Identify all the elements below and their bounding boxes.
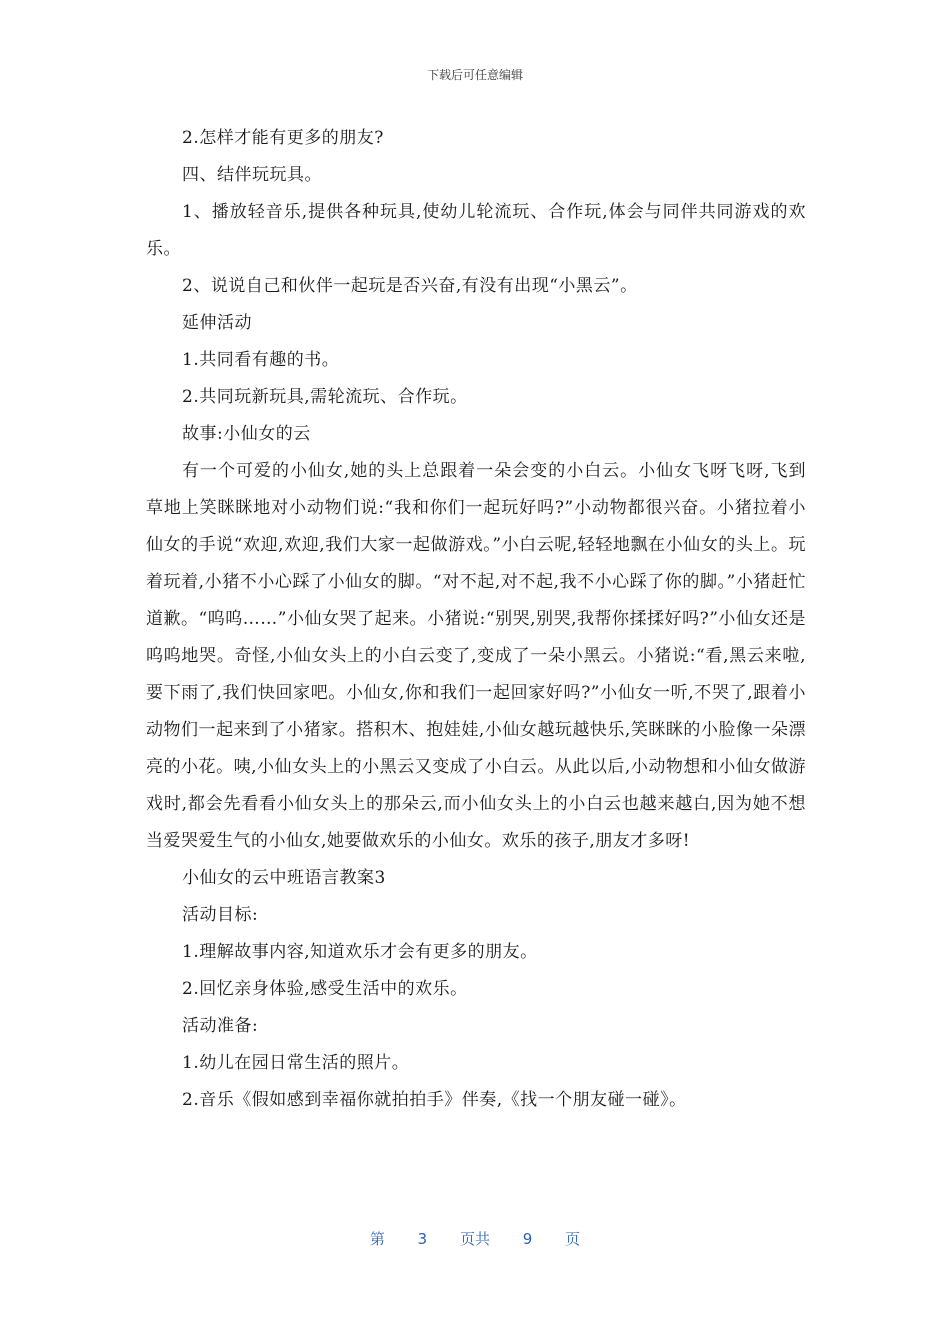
page-header: 下载后可任意编辑	[426, 68, 523, 82]
paragraph: 1.共同看有趣的书。	[182, 350, 340, 370]
footer-suffix: 页	[565, 1230, 581, 1248]
section-heading: 延伸活动	[182, 313, 252, 333]
paragraph: 2.怎样才能有更多的朋友?	[182, 128, 384, 148]
story-text: 有一个可爱的小仙女,她的头上总跟着一朵会变的小白云。小仙女飞呀飞呀,飞到草地上笑眯眯地对小动物们说:“我和你们一起玩好吗?”小动物都很兴奋。小猪拉着小仙女的手说“欢迎,欢迎,我们大家一起做游戏。”小白云呢,轻轻地飘在小仙女的头上。玩着玩着,小猪不小心踩了小仙女的脚。“对不起,对不起,我不小心踩了你的脚。”小猪赶忙道歉。“呜呜……”小仙女哭了起来。小猪说:“别哭,别哭,我帮你揉揉好吗?”小仙女还是呜呜地哭。奇怪,小仙女头上的小白云变了,变成了一朵小黑云。小猪说:“看,黑云来啦,要下雨了,我们快回家吧。小仙女,你和我们一起回家好吗?”小仙女一听,不哭了,跟着小动物们一起来到了小猪家。搭积木、抱娃娃,小仙女越玩越快乐,笑眯眯的小脸像一朵漂亮的小花。咦,小仙女头上的小黑云又变成了小白云。从此以后,小动物想和小仙女做游戏时,都会先看看小仙女头上的那朵云,而小仙女头上的小白云也越来越白,因为她不想当爱哭爱生气的小仙女,她要做欢乐的小仙女。欢乐的孩子,朋友才多呀!	[146, 461, 806, 851]
section-heading: 活动目标:	[182, 905, 259, 925]
paragraph: 2.共同玩新玩具,需轮流玩、合作玩。	[182, 387, 468, 407]
paragraph: 1.理解故事内容,知道欢乐才会有更多的朋友。	[182, 942, 538, 962]
paragraph: 2.回忆亲身体验,感受生活中的欢乐。	[182, 979, 468, 999]
section-heading: 活动准备:	[182, 1016, 259, 1036]
paragraph: 四、结伴玩玩具。	[182, 165, 322, 185]
footer-total-pages: 9	[522, 1230, 533, 1248]
page-footer	[0, 1228, 950, 1249]
paragraph: 2.音乐《假如感到幸福你就拍拍手》伴奏,《找一个朋友碰一碰》。	[182, 1090, 687, 1110]
paragraph: 1、播放轻音乐,提供各种玩具,使幼儿轮流玩、合作玩,体会与同伴共同游戏的欢乐。	[146, 202, 806, 259]
paragraph: 2、说说自己和伙伴一起玩是否兴奋,有没有出现“小黑云”。	[182, 276, 638, 296]
document-body	[146, 120, 806, 1119]
story-title: 故事:小仙女的云	[182, 424, 311, 444]
section-heading: 小仙女的云中班语言教案3	[182, 868, 386, 888]
footer-middle: 页共	[459, 1230, 490, 1248]
paragraph: 1.幼儿在园日常生活的照片。	[182, 1053, 410, 1073]
footer-prefix: 第	[369, 1230, 385, 1248]
footer-page-number: 3	[417, 1230, 428, 1248]
